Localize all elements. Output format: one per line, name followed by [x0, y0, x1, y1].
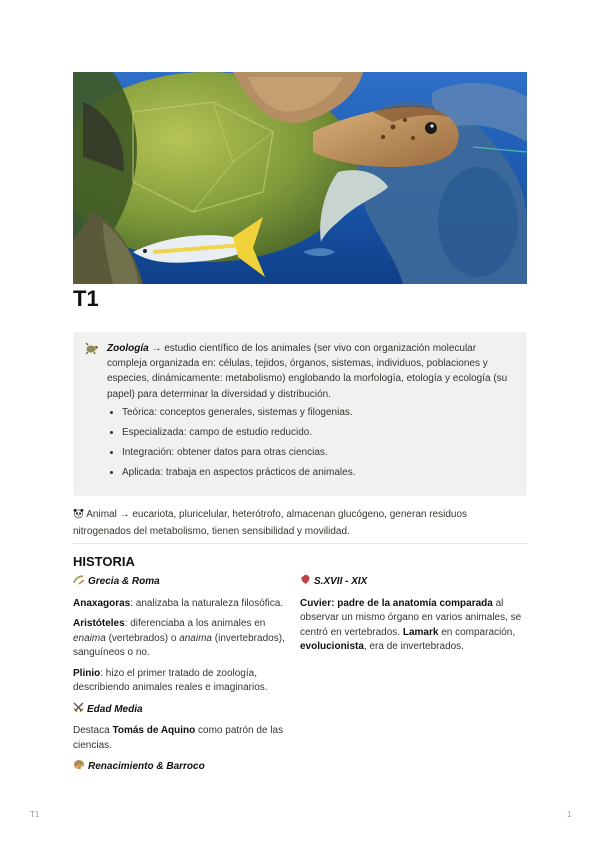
page-title: T1 [73, 286, 99, 311]
person-name: Plinio [73, 667, 101, 679]
term-enaima: enaima [73, 632, 106, 644]
crossed-swords-icon [73, 702, 84, 719]
animal-text: Animal → eucariota, pluricelular, heterótrofo, almacenan glucógeno, generan residuos nitrogenados del metabolismo, tienen sensibilidad y movilidad. [73, 509, 468, 537]
edad-media-paragraph [73, 724, 299, 753]
paragraph-text: en comparación, [438, 626, 516, 638]
paragraph-text: al observar un mismo órgano en varios animales, se centró en vertebrados. [300, 597, 522, 638]
list-item: • Integración: obtener datos para otras ciencias. [122, 445, 513, 460]
person-name: Lamark [402, 626, 439, 638]
paragraph-text: (invertebrados), sanguíneos o no. [73, 632, 285, 658]
historia-heading: HISTORIA [73, 554, 135, 569]
section-grecia-roma [73, 574, 299, 591]
sea-turtle-illustration [73, 72, 527, 284]
bold-text: evolucionista [300, 641, 364, 652]
section-edad-media [73, 702, 299, 719]
paragraph-text: : analizaba la naturaleza filosófica. [130, 597, 284, 609]
paragraph-text: Destaca [73, 725, 113, 736]
list-item: • Especializada: campo de estudio reducido. [122, 425, 513, 440]
person-name: Anaxagoras [73, 597, 131, 609]
aristoteles-paragraph [73, 617, 299, 661]
historia-right-column [300, 574, 526, 661]
section-s-xvii-xix [300, 574, 526, 591]
zoologia-definition [107, 341, 513, 402]
paragraph-text: : hizo el primer tratado de zoología, describiendo animales reales e imaginarios. [73, 667, 268, 693]
arrow: → [148, 343, 165, 354]
list-item: • Aplicada: trabaja en aspectos prácticos de animales. [122, 465, 513, 480]
cover-image [73, 72, 527, 284]
section-title: Edad Media [87, 703, 143, 715]
section-title: Renacimiento & Barroco [88, 761, 205, 772]
page-number: 1 [567, 810, 572, 819]
person-name: Aristóteles [73, 618, 125, 629]
person-name: Cuvier [300, 597, 332, 609]
anaxagoras-paragraph [73, 597, 299, 612]
zoologia-callout [73, 332, 527, 496]
section-renacimiento-barroco [73, 759, 299, 776]
section-title: Grecia & Roma [88, 576, 160, 587]
zoologia-term: Zoología [107, 343, 149, 354]
sea-turtle-icon [85, 341, 99, 355]
panda-icon [73, 508, 84, 524]
divider [73, 543, 527, 544]
term-anaima: anaima [179, 632, 212, 644]
plinio-paragraph [73, 667, 299, 696]
list-item: • Teórica: conceptos generales, sistemas y filogenias. [122, 405, 513, 420]
historia-left-column [73, 574, 299, 782]
bold-text: : padre de la anatomía comparada [331, 597, 493, 609]
cuvier-paragraph [300, 597, 526, 655]
paragraph-text: , era de invertebrados. [363, 641, 464, 652]
anatomical-heart-icon [300, 574, 311, 591]
footer-left: T1 [30, 810, 40, 819]
animal-definition [73, 507, 527, 539]
palette-icon [73, 759, 85, 776]
paragraph-text: (vertebrados) o [105, 632, 180, 644]
paragraph-text: como patrón de las ciencias. [73, 725, 284, 751]
definition-text: estudio científico de los animales (ser vivo con organización molecular compleja organizada en: células, tejidos, órganos, sistemas, individuos, poblaciones y especies, dinámicamente: metabolismo) englobando la morfología, etología y ecología (su papel) para determinar la diversidad y distribución. [107, 343, 508, 400]
person-name: Tomás de Aquino [112, 725, 196, 736]
section-title: S.XVII - XIX [314, 576, 368, 587]
laurel-icon [73, 574, 85, 591]
branches-list [107, 405, 513, 480]
paragraph-text: : diferenciaba a los animales en [124, 618, 266, 629]
